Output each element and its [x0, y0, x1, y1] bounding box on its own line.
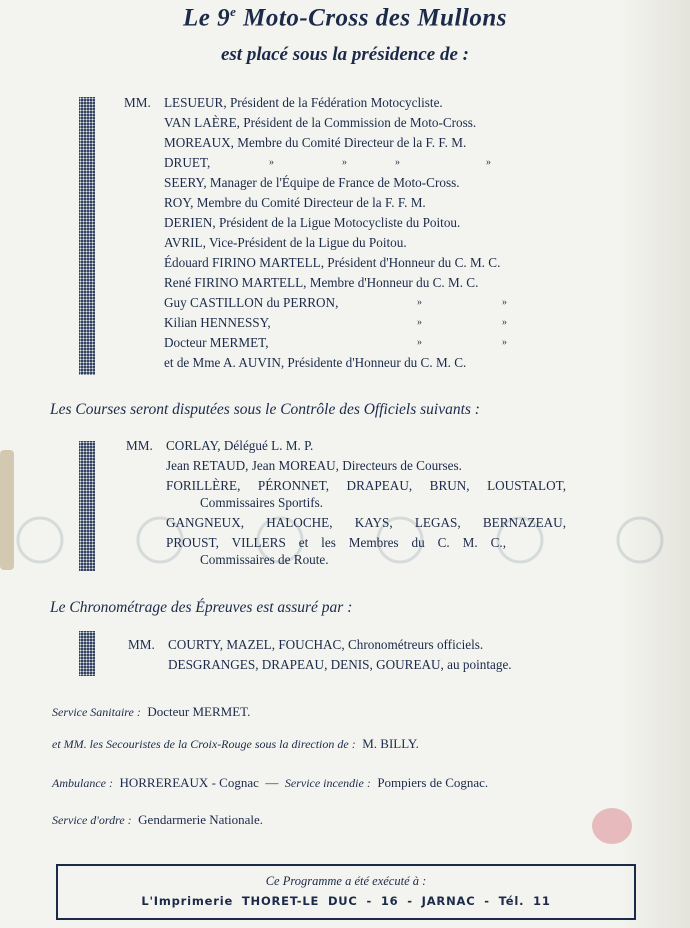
list-item — [126, 513, 586, 533]
list-item — [126, 456, 586, 476]
presidence-list — [124, 93, 584, 373]
list-item-text: COURTY, MAZEL, FOUCHAC, Chronométreurs officiels. — [168, 637, 484, 652]
list-item — [124, 133, 584, 153]
mm-prefix: MM. — [128, 637, 155, 652]
list-item — [124, 253, 584, 273]
list-item — [124, 213, 584, 233]
list-item — [126, 533, 586, 553]
dotted-bar-presidence — [79, 97, 95, 375]
paper-spot — [592, 808, 632, 844]
service-label: Service Sanitaire : — [52, 705, 141, 719]
list-item-text: VAN LAÈRE, Président de la Commission de Moto-Cross. — [164, 115, 477, 130]
list-item — [126, 476, 586, 496]
list-item-text: AVRIL, Vice-Président de la Ligue du Poitou. — [164, 235, 407, 250]
service-label: et MM. les Secouristes de la Croix-Rouge sous la direction de : — [52, 737, 356, 751]
service-sanitaire — [52, 704, 250, 720]
list-item — [128, 655, 588, 675]
title-superscript: e — [230, 4, 237, 19]
ditto-mark: » — [486, 157, 491, 168]
page-edge-shadow — [620, 0, 690, 928]
list-item-text: Édouard FIRINO MARTELL, Président d'Honneur du C. M. C. — [164, 255, 501, 270]
list-item-text: Commissaires de Route. — [200, 552, 329, 567]
list-item-text: ROY, Membre du Comité Directeur de la F. F. M. — [164, 195, 426, 210]
service-label: Service incendie : — [284, 776, 371, 790]
footer-line-1: Ce Programme a été exécuté à : — [265, 874, 427, 888]
list-item — [124, 93, 584, 113]
ditto-mark: » — [417, 317, 422, 328]
list-item-text: Docteur MERMET, — [164, 335, 269, 350]
list-item-text: Jean RETAUD, Jean MOREAU, Directeurs de Courses. — [166, 458, 462, 473]
dotted-bar-chrono — [79, 631, 95, 676]
list-item — [124, 273, 584, 293]
list-item-text: et de Mme A. AUVIN, Présidente d'Honneur du C. M. C. — [164, 355, 467, 370]
list-item-text: CORLAY, Délégué L. M. P. — [166, 438, 314, 453]
mm-prefix: MM. — [126, 438, 153, 453]
list-item-text: DRUET, — [164, 155, 211, 170]
footer-line-2: L'Imprimerie THORET-LE DUC - 16 - JARNAC - Tél. 11 — [141, 894, 551, 908]
list-item — [128, 635, 588, 655]
service-value: Pompiers de Cognac. — [377, 775, 489, 790]
service-value: Gendarmerie Nationale. — [138, 812, 264, 827]
title-part-2: Moto-Cross des Mullons — [236, 4, 507, 32]
list-item — [124, 113, 584, 133]
ditto-mark: » — [417, 297, 422, 308]
list-item-text: FORILLÈRE, PÉRONNET, DRAPEAU, BRUN, LOUSTALOT, — [166, 478, 566, 493]
ditto-mark: » — [342, 157, 347, 168]
ditto-mark: » — [417, 337, 422, 348]
list-item-text: DERIEN, Président de la Ligue Motocycliste du Poitou. — [164, 215, 461, 230]
list-item — [124, 173, 584, 193]
list-item-text: Commissaires Sportifs. — [200, 495, 324, 510]
list-item — [124, 293, 584, 313]
list-item-text: René FIRINO MARTELL, Membre d'Honneur du C. M. C. — [164, 275, 479, 290]
title-part-1: Le 9 — [182, 4, 231, 32]
list-item-text: Guy CASTILLON du PERRON, — [164, 295, 339, 310]
ditto-mark: » — [269, 157, 274, 168]
service-value: HORREREAUX - Cognac — [119, 775, 259, 790]
chrono-list — [128, 635, 588, 675]
ditto-mark: » — [502, 317, 507, 328]
dash: — — [265, 775, 279, 790]
list-item-text: SEERY, Manager de l'Équipe de France de Moto-Cross. — [164, 175, 460, 190]
list-item-text: Kilian HENNESSY, — [164, 315, 271, 330]
printer-footer-box — [56, 864, 636, 920]
list-item-text: DESGRANGES, DRAPEAU, DENIS, GOUREAU, au pointage. — [168, 657, 512, 672]
list-item — [124, 153, 584, 173]
service-ambulance — [52, 775, 488, 791]
page-title — [0, 4, 690, 32]
service-secouristes — [52, 736, 419, 752]
officiels-list — [126, 436, 586, 570]
ditto-mark: » — [502, 297, 507, 308]
list-item — [126, 496, 586, 513]
list-item — [124, 353, 584, 373]
list-item — [124, 193, 584, 213]
chrono-heading: Le Chronométrage des Épreuves est assuré par : — [50, 599, 353, 616]
ditto-mark: » — [502, 337, 507, 348]
page-subtitle: est placé sous la présidence de : — [220, 44, 469, 65]
list-item-text: PROUST, VILLERS et les Membres du C. M. C., — [166, 535, 506, 550]
service-value: Docteur MERMET. — [147, 704, 251, 719]
service-label: Service d'ordre : — [52, 813, 132, 827]
list-item — [124, 333, 584, 353]
list-item — [124, 313, 584, 333]
service-value: M. BILLY. — [362, 736, 419, 751]
officiels-heading: Les Courses seront disputées sous le Contrôle des Officiels suivants : — [50, 401, 480, 418]
list-item — [126, 553, 586, 570]
ditto-mark: » — [395, 157, 400, 168]
list-item-text: GANGNEUX, HALOCHE, KAYS, LEGAS, BERNAZEAU, — [166, 515, 566, 530]
service-ordre — [52, 812, 263, 828]
dotted-bar-officiels — [79, 441, 95, 571]
mm-prefix: MM. — [124, 95, 151, 110]
list-item — [126, 436, 586, 456]
list-item — [124, 233, 584, 253]
service-label: Ambulance : — [52, 776, 113, 790]
list-item-text: LESUEUR, Président de la Fédération Motocycliste. — [164, 95, 443, 110]
list-item-text: MOREAUX, Membre du Comité Directeur de la F. F. M. — [164, 135, 467, 150]
